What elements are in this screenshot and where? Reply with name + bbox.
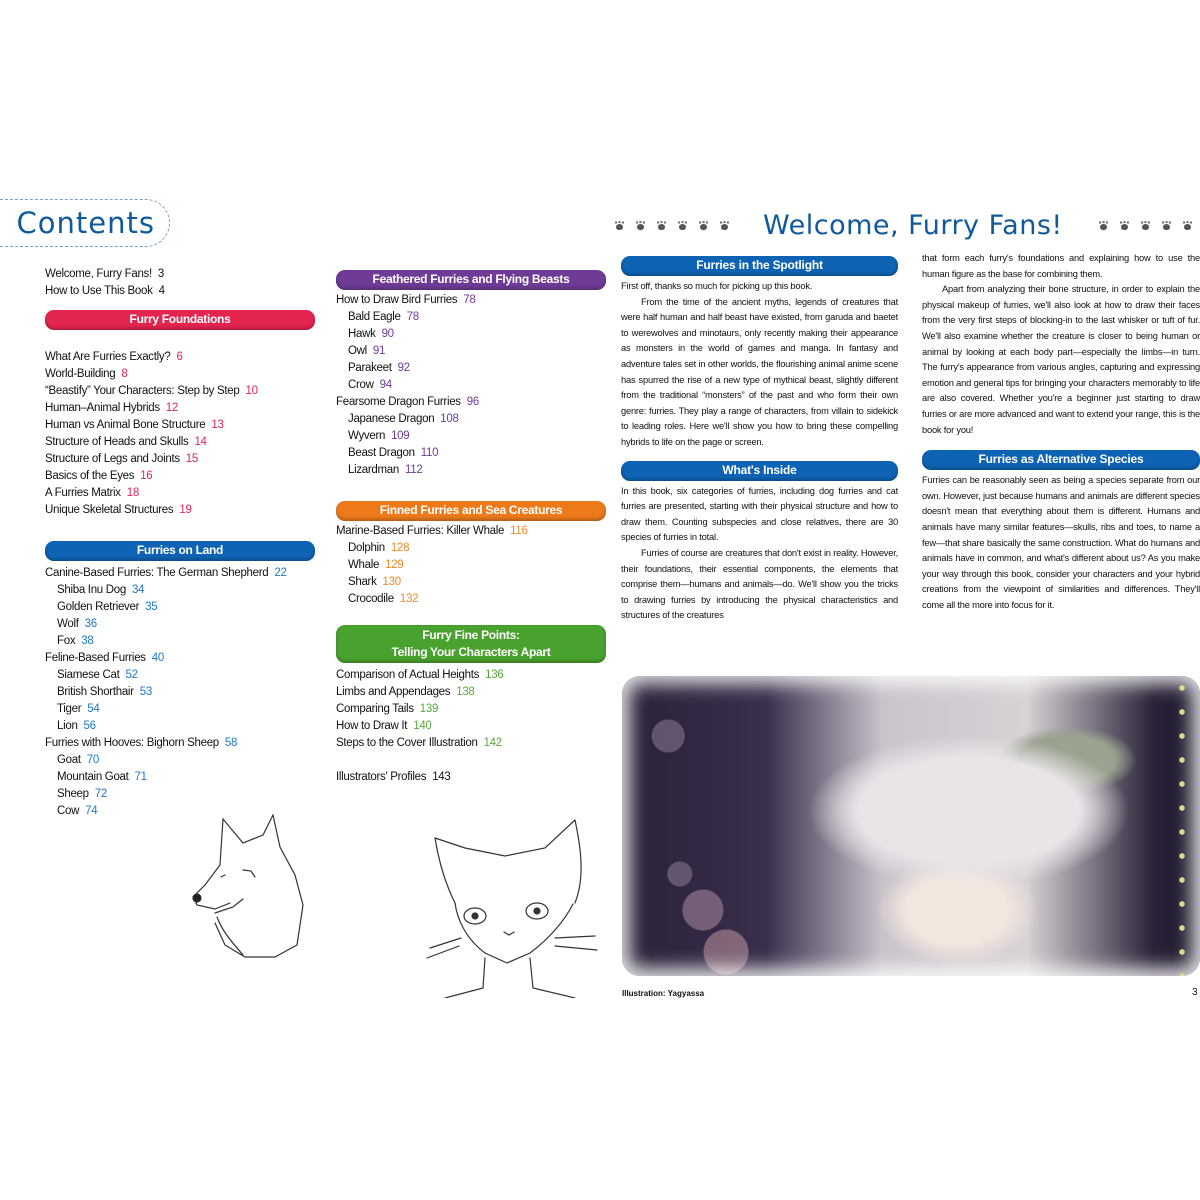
section-header-furry-fine-points (336, 625, 606, 663)
toc-entry-page: 132 (399, 593, 419, 605)
toc-entry-label: What Are Furries Exactly? (45, 351, 171, 363)
toc-entry-page: 56 (83, 720, 96, 732)
toc-entry-label: Structure of Heads and Skulls (45, 436, 189, 448)
toc-entry-page: 116 (510, 525, 528, 537)
toc-entry[interactable] (336, 540, 606, 557)
toc-entry-page: 130 (382, 576, 401, 588)
contents-title: Contents (16, 206, 155, 240)
toc-entry[interactable] (45, 633, 315, 650)
toc-entry-page: 70 (86, 754, 99, 766)
toc-entry[interactable] (45, 468, 315, 485)
toc-entry[interactable] (45, 383, 315, 400)
toc-entry-label: Comparing Tails (336, 703, 414, 715)
toc-entry-label: Whale (348, 559, 380, 571)
toc-entry[interactable] (45, 684, 315, 701)
toc-entry-label: Comparison of Actual Heights (336, 669, 480, 681)
toc-entry-page: 136 (485, 669, 504, 681)
section-header-furry-foundations: Furry Foundations (45, 310, 315, 330)
toc-entry[interactable] (45, 735, 315, 752)
toc-entry-page: 12 (165, 402, 178, 414)
toc-entry-page: 110 (420, 447, 439, 459)
toc-entry-label: Sheep (57, 788, 89, 800)
toc-entry-label: Human vs Animal Bone Structure (45, 419, 206, 431)
toc-entry[interactable] (336, 411, 606, 428)
toc-entry[interactable] (45, 502, 315, 519)
toc-entry[interactable] (336, 557, 606, 574)
toc-entry-label: Siamese Cat (57, 669, 120, 681)
toc-entry-page: 16 (140, 470, 153, 482)
toc-entry-label: Dolphin (348, 542, 385, 554)
toc-entry-page: 96 (466, 396, 479, 408)
toc-entry[interactable] (336, 292, 606, 309)
section-header-line-2: Telling Your Characters Apart (391, 645, 551, 659)
section-header-finned-furries: Finned Furries and Sea Creatures (336, 501, 606, 521)
section-header-line-1: Furry Fine Points: (422, 628, 520, 642)
toc-entry[interactable] (336, 394, 606, 411)
toc-entry-page: 139 (419, 703, 439, 715)
toc-entry-label: Owl (348, 345, 367, 357)
toc-entry-label: World-Building (45, 368, 116, 380)
toc-entry-label: Shiba Inu Dog (57, 584, 126, 596)
toc-entry-page: 138 (456, 686, 475, 698)
toc-entry-page: 54 (87, 703, 100, 715)
toc-entry-page: 90 (381, 328, 394, 340)
cat-head-sketch (425, 808, 605, 998)
toc-entry-page: 142 (483, 737, 502, 749)
section-header-feathered-furries: Feathered Furries and Flying Beasts (336, 270, 606, 290)
toc-entry-label: Mountain Goat (57, 771, 129, 783)
toc-entry-label: Furries with Hooves: Bighorn Sheep (45, 737, 219, 749)
paw-row-right (1099, 221, 1200, 230)
toc-entry[interactable] (336, 309, 606, 326)
toc-entry-page: 72 (94, 788, 107, 800)
paragraph: that form each furry's foundations and explaining how to use the human figure as the base for combining them. (922, 253, 1200, 279)
toc-entry[interactable] (336, 445, 606, 462)
illustration-caption: Illustration: Yagyassa (622, 989, 705, 998)
toc-entry-label: Lizardman (348, 464, 399, 476)
toc-entry[interactable] (45, 451, 315, 468)
toc-entry[interactable] (45, 349, 315, 366)
toc-entry[interactable] (45, 266, 315, 283)
toc-entry-page: 34 (132, 584, 145, 596)
section-list-furries-on-land (45, 565, 315, 820)
toc-entry-page: 108 (440, 413, 459, 425)
toc-entry-page: 71 (134, 771, 147, 783)
toc-entry[interactable] (45, 616, 315, 633)
paw-print-icon (636, 221, 645, 230)
toc-entry[interactable] (336, 360, 606, 377)
toc-entry-label: Shark (348, 576, 377, 588)
toc-entry-label: Structure of Legs and Joints (45, 453, 180, 465)
toc-entry[interactable] (336, 326, 606, 343)
toc-entry-label: “Beastify” Your Characters: Step by Step (45, 385, 240, 397)
heading-whats-inside: What's Inside (621, 461, 898, 481)
toc-entry-page: 40 (151, 652, 164, 664)
toc-entry-label: Human–Animal Hybrids (45, 402, 160, 414)
toc-entry[interactable] (45, 283, 315, 300)
toc-entry-label: Fox (57, 635, 76, 647)
toc-entry-page: 19 (179, 504, 192, 516)
toc-entry-page: 18 (126, 487, 139, 499)
toc-entry[interactable] (336, 574, 606, 591)
toc-entry[interactable] (45, 718, 315, 735)
toc-entry-label: Canine-Based Furries: The German Shepherd (45, 567, 269, 579)
toc-entry-page: 15 (185, 453, 198, 465)
toc-entry-page: 14 (194, 436, 207, 448)
toc-entry[interactable] (45, 667, 315, 684)
toc-entry-page: 78 (406, 311, 419, 323)
toc-entry-label: How to Use This Book (45, 285, 153, 297)
toc-entry[interactable] (45, 786, 315, 803)
bead-string-decoration (1178, 676, 1186, 976)
toc-entry-label: Crocodile (348, 593, 394, 605)
toc-entry[interactable] (336, 591, 606, 608)
toc-entry-page: 10 (245, 385, 258, 397)
paw-row-left (615, 221, 729, 230)
dog-head-sketch (185, 805, 325, 965)
paragraph: Apart from analyzing their bone structure, in order to explain the physical makeup of furries, we'll also look at how to draw their faces from the very first steps of blocking-in to the last whisker or tuft of fur. We'll also examine whether the creature is closer to being human or animal by looking at each body part—especially the limbs—in turn. The furry's appearance from various angles, capturing and expressing emotion and general tips for bringing your characters memorably to life are also covered. Whether you're a beginner just starting to draw furries or are more advanced and want to extend your range, this is the book for you! (922, 284, 1200, 435)
paw-print-icon (720, 221, 729, 230)
toc-entry-page: 112 (405, 464, 423, 476)
toc-entry-label: Wolf (57, 618, 79, 630)
paragraph: In this book, six categories of furries, including dog furries and cat furries are presented, starting with their physical structure and how to draw them. Counting subspecies and close relatives, there are 30 species of furries in total. (621, 485, 898, 543)
toc-entry-page: 36 (84, 618, 97, 630)
toc-entry-label: Welcome, Furry Fans! (45, 268, 152, 280)
toc-entry-page: 6 (176, 351, 183, 363)
toc-entry-page: 58 (224, 737, 238, 749)
toc-entry-page: 91 (372, 345, 386, 357)
toc-entry-page: 3 (157, 268, 165, 280)
toc-entry[interactable] (336, 523, 606, 540)
welcome-column-right (922, 251, 1200, 613)
toc-entry[interactable] (336, 428, 606, 445)
toc-entry-label: Steps to the Cover Illustration (336, 737, 478, 749)
toc-entry-label: Tiger (57, 703, 82, 715)
paragraph: Furries can be reasonably seen as being a species separate from our own. However, just because humans and animals are different species doesn't mean that everything about them is different. Humans and animals have many similar features—skulls, ribs and toes, to name a few—that share basically the same construction. What do humans and animals have in common, and what's different about us? As you make your way through this book, consider your characters and your hybrid creations from the viewpoint of similarities and differences. They'll come all the more into focus for it. (922, 475, 1200, 610)
toc-column-middle (336, 270, 606, 786)
toc-entry-label: Marine-Based Furries: Killer Whale (336, 525, 505, 537)
toc-entry-page: 35 (145, 601, 158, 613)
toc-entry[interactable] (336, 667, 606, 684)
toc-entry-label: Lion (57, 720, 78, 732)
toc-entry-label: Japanese Dragon (348, 413, 435, 425)
cover-illustration (622, 676, 1200, 976)
toc-entry-label: Crow (348, 379, 374, 391)
heading-furries-as-alternative-species: Furries as Alternative Species (922, 450, 1200, 470)
toc-entry-label: Parakeet (348, 362, 392, 374)
toc-entry-label: Beast Dragon (348, 447, 415, 459)
toc-entry-page: 94 (379, 379, 392, 391)
toc-entry-page: 4 (158, 285, 165, 297)
paragraph: From the time of the ancient myths, legends of creatures that were half human and half beast have existed, from garuda and baetet to werewolves and minotaurs, only recently making their appearance as monsters in the world of games and manga. In fantasy and adventure tales set in other worlds, the flourishing animal anime scene has spurred the rise of a new type of mythical beast, slightly different from the traditional “monsters” of the past and who form their own genre: furries. They play a range of characters, from villain to sidekick to leading roles. Here we'll show you how to bring these compelling hybrids to life on the page or screen. (621, 296, 898, 447)
toc-entry-label: Unique Skeletal Structures (45, 504, 174, 516)
paw-print-icon (1099, 221, 1108, 230)
toc-entry-label: How to Draw It (336, 720, 408, 732)
contents-title-badge (0, 199, 170, 247)
toc-entry[interactable] (336, 718, 606, 735)
section-header-furries-on-land: Furries on Land (45, 541, 315, 561)
toc-entry-label: Cow (57, 805, 80, 817)
toc-entry-page: 38 (81, 635, 94, 647)
toc-entry-page: 53 (139, 686, 152, 698)
toc-entry-label: Fearsome Dragon Furries (336, 396, 461, 408)
toc-entry-page: 140 (413, 720, 432, 732)
toc-entry-label: Basics of the Eyes (45, 470, 135, 482)
welcome-header (615, 205, 1200, 245)
toc-entry-page: 8 (121, 368, 128, 380)
toc-entry-label: Hawk (348, 328, 376, 340)
toc-entry[interactable] (45, 366, 315, 383)
toc-entry[interactable] (45, 485, 315, 502)
section-list-finned-furries (336, 523, 606, 608)
toc-entry-label: British Shorthair (57, 686, 134, 698)
paw-print-icon (1162, 221, 1171, 230)
toc-entry[interactable] (45, 752, 315, 769)
toc-entry[interactable] (336, 684, 606, 701)
toc-entry[interactable] (45, 400, 315, 417)
toc-entry-label: Wyvern (348, 430, 386, 442)
welcome-title: Welcome, Furry Fans! (763, 209, 1063, 241)
toc-entry[interactable] (45, 701, 315, 718)
paw-print-icon (1183, 221, 1192, 230)
heading-furries-in-the-spotlight: Furries in the Spotlight (621, 256, 898, 276)
paw-print-icon (615, 221, 624, 230)
toc-entry[interactable] (336, 377, 606, 394)
section-list-feathered-furries (336, 292, 606, 479)
toc-entry-page: 52 (125, 669, 138, 681)
toc-column-left (45, 266, 315, 820)
paragraph: First off, thanks so much for picking up this book. (621, 281, 813, 291)
toc-entry-illustrators-profiles[interactable] (336, 769, 606, 786)
toc-entry-page: 22 (274, 567, 287, 579)
toc-entry-page: 143 (432, 771, 451, 783)
section-list-furry-foundations (45, 349, 315, 519)
toc-entry[interactable] (45, 417, 315, 434)
toc-entry[interactable] (336, 701, 606, 718)
paw-print-icon (699, 221, 708, 230)
toc-entry[interactable] (45, 434, 315, 451)
toc-entry[interactable] (45, 650, 315, 667)
toc-entry-label: Goat (57, 754, 81, 766)
toc-entry-label: Limbs and Appendages (336, 686, 451, 698)
toc-entry[interactable] (336, 343, 606, 360)
section-list-furry-fine-points (336, 667, 606, 752)
paw-print-icon (1141, 221, 1150, 230)
toc-entry-page: 92 (397, 362, 410, 374)
toc-entry-page: 109 (391, 430, 410, 442)
toc-entry-page: 128 (390, 542, 410, 554)
toc-entry[interactable] (45, 769, 315, 786)
paw-print-icon (678, 221, 687, 230)
paragraph: Furries of course are creatures that don't exist in reality. However, their foundations, their essential components, the elements that comprise them—humans and animals—do. We'll show you the tricks to drawing furries by introducing the physical characteristics and structures of the creatures (621, 547, 898, 621)
paw-print-icon (1120, 221, 1129, 230)
welcome-column-left (621, 256, 898, 624)
toc-entry-label: Feline-Based Furries (45, 652, 146, 664)
toc-entry-label: Illustrators' Profiles (336, 771, 427, 783)
toc-entry-page: 13 (211, 419, 224, 431)
toc-entry-label: Bald Eagle (348, 311, 401, 323)
toc-entry-label: Golden Retriever (57, 601, 140, 613)
page-number: 3 (1192, 987, 1198, 998)
toc-entry-label: How to Draw Bird Furries (336, 294, 458, 306)
toc-entry-page: 78 (463, 294, 476, 306)
toc-entry-page: 129 (385, 559, 404, 571)
toc-entry-label: A Furries Matrix (45, 487, 121, 499)
toc-entry[interactable] (45, 565, 315, 582)
toc-entry[interactable] (336, 735, 606, 752)
toc-entry[interactable] (45, 582, 315, 599)
toc-entry-page: 74 (85, 805, 98, 817)
toc-entry[interactable] (336, 462, 606, 479)
paw-print-icon (657, 221, 666, 230)
toc-entry[interactable] (45, 599, 315, 616)
